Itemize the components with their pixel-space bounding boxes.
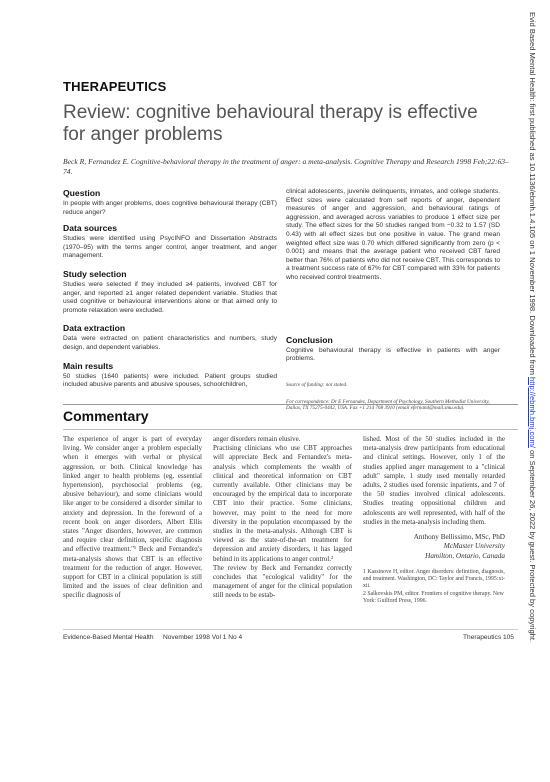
author-location: Hamilton, Ontario, Canada — [425, 551, 505, 560]
study-selection-heading: Study selection — [63, 268, 127, 279]
commentary-column-1 — [63, 435, 202, 601]
commentary-underline — [63, 429, 518, 430]
citation: Beck R, Fernandez E. Cognitive-behavioral therapy in the treatment of anger: a meta-analysis. Cognitive Therapy and Research 1998 Feb;22:63–74. — [63, 157, 509, 176]
footer-journal: Evidence-Based Mental Health — [63, 634, 154, 641]
author-signature — [363, 533, 505, 561]
funding-note: Source of funding: not stated. — [286, 381, 348, 388]
commentary-column-3 — [363, 435, 505, 605]
data-extraction-text: Data were extracted on patient characteristics and numbers, study design, and dependent variables. — [63, 335, 277, 351]
reference-2: 2 Salkovskis PM, editor. Frontiers of cognitive therapy. New York: Guilford Press, 1996. — [363, 591, 504, 605]
main-results-text: 50 studies (1640 patients) were included. Patient groups studied included abusive parents and abusive spouses, schoolchildren, — [63, 372, 277, 389]
commentary-divider — [63, 404, 518, 405]
commentary-column-2 — [213, 435, 352, 601]
commentary-col2-text: anger disorders remain elusive. Practising clinicians who use CBT approaches will appreciate Beck and Fernandez's meta-analysis which complements the wealth of clinical and theoretical information on CBT currently available. Other clinicians may be encouraged by the empirical data to incorporate CBT into their practice. Some clinicians, however, may point to the need for more diversity in the population encompassed by the studies in the meta-analysis. Although CBT is viewed as the state-of-the-art treatment for depression and anxiety disorders, it has lagged behind in its applications to anger control.² The review by Beck and Fernandez correctly concludes that "ecological validity" for the management of anger for the clinical population still needs to be estab- — [213, 435, 352, 600]
conclusion-text: Cognitive behavioural therapy is effective in patients with anger problems. — [286, 346, 500, 363]
main-results-heading: Main results — [63, 360, 114, 371]
download-notice — [525, 12, 537, 782]
footer-divider — [63, 629, 518, 630]
data-sources-heading: Data sources — [63, 223, 117, 234]
question-heading: Question — [63, 188, 101, 198]
footer-issue: November 1998 Vol 1 No 4 — [163, 634, 243, 641]
study-selection-text: Studies were selected if they included ≥4 patients, involved CBT for anger, and reported ≥1 anger related dependent variable. Studies that used cognitive or behavioural interventions alone or that aimed only to promote relaxation were excluded. — [63, 280, 277, 314]
download-notice-text: Evid Based Mental Health: first published as 10.1136/ebmh.1.4.105 on 1 November 1998. Downloaded from — [528, 12, 537, 378]
main-results-continued: clinical adolescents, juvenile delinquents, inmates, and college students. Effect sizes were calculated from self reports of anger, dependent measures of anger and aggression, and behavioural ratings of aggression, and averaged across variables to produce 1 effect size per study. The effect sizes for the 50 studies ranged from −0.32 to 1.57 (SD 0.43) with all effect sizes but one positive in value. The grand mean weighted effect size was 0.70 which differed significantly from zero (p < 0.001) and means that the average patient who received CBT fared better than 76% of patients who did not receive CBT. This corresponds to a treatment success rate of 67% for CBT compared with 33% for patients who received control treatments. — [286, 188, 500, 281]
section-label: THERAPEUTICS — [63, 79, 167, 94]
abstract-left-column — [63, 188, 277, 390]
journal-site-link[interactable]: http://ebmh.bmj.com/ — [528, 377, 537, 448]
author-name: Anthony Bellissimo, MSc, PhD — [413, 533, 505, 542]
data-sources-text: Studies were identified using PsycINFO and Dissertation Abstracts (1970–95) with the terms anger control, anger treatment, and anger management. — [63, 235, 277, 260]
copyright-notice-text: on September 26, 2022 by guest. Protected by copyright. — [528, 447, 537, 643]
article-title: Review: cognitive behavioural therapy is effective for anger problems — [63, 102, 478, 145]
question-text: In people with anger problems, does cognitive behavioural therapy (CBT) reduce anger? — [63, 200, 277, 216]
footer-page: Therapeutics 105 — [463, 634, 514, 641]
correspondence-note: For correspondence: Dr E Fernandez, Department of Psychology, Southern Methodist University, Dallas, TX 75275-0442, USA. Fax +1 214 768 3910 (email efernand@mail.smu.edu). — [286, 398, 490, 412]
abstract-right-column — [286, 188, 500, 412]
conclusion-heading: Conclusion — [286, 334, 333, 345]
commentary-heading: Commentary — [63, 408, 149, 424]
data-extraction-heading: Data extraction — [63, 323, 126, 334]
commentary-col3-text: lished. Most of the 50 studies included in the meta-analysis drew participants from educational and clinical settings. However, only 1 of the studies applied anger management to a "clinical adult" sample, 1 study used mentally retarded adults, 2 studies used forensic inpatients, and 7 of the 50 studies involved clinical adolescents. Studies treating oppositional children and adolescents are well represented, with half of the studies in the meta-analysis including them. — [363, 435, 505, 526]
reference-1: 1 Kassinove H, editor. Anger disorders: definition, diagnosis, and treatment. Washington, DC: Taylor and Francis, 1995:xi-xii. — [363, 569, 505, 590]
commentary-col1-text: The experience of anger is part of everyday living. We consider anger a problem especially when it emerges with verbal or physical aggression, or both. Clinical knowledge has linked anger to health problems (eg, essential hypertension), psychosocial problems (eg, abusive behaviour), and some clinicians would like anger to be considered a disorder similar to anxiety and depression. In the foreword of a recent book on anger disorders, Albert Ellis states "Anger disorders, however, are common and require clear definition, specific diagnosis and effective treatment."¹ Beck and Fernandez's meta-analysis shows that CBT is an effective treatment for the reduction of anger. However, support for CBT in a clinical population is still limited and the issues of clear definition and specific diagnosis of — [63, 435, 202, 600]
author-affiliation: McMaster University — [443, 542, 505, 551]
